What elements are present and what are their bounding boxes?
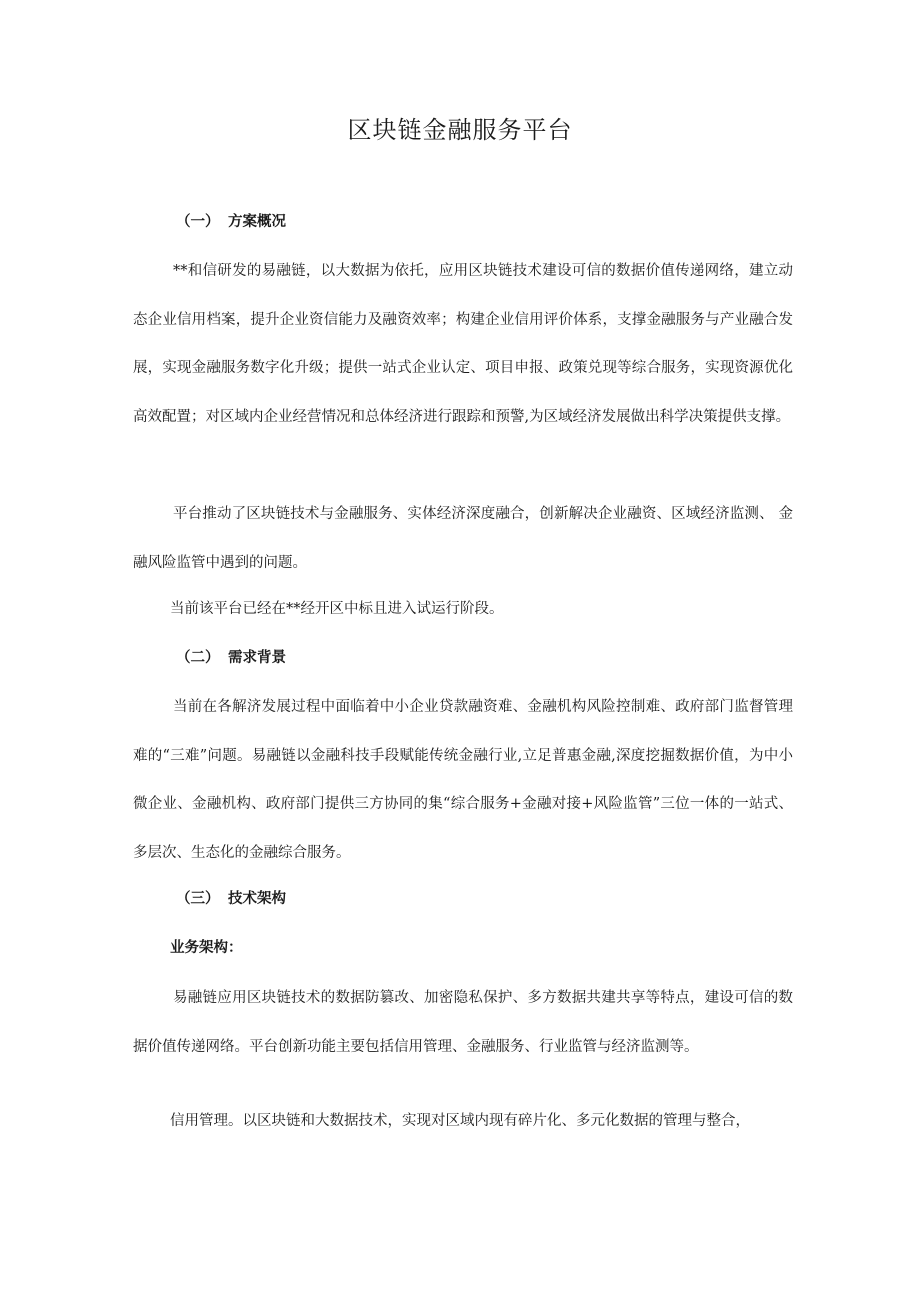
section-number: （三） — [176, 890, 220, 907]
section-number: （一） — [176, 213, 220, 230]
document-title: 区块链金融服务平台 — [347, 116, 573, 144]
subheading-business-architecture: 业务架构： — [170, 939, 243, 956]
section-heading-overview — [176, 211, 286, 233]
section-title: 技术架构 — [228, 890, 286, 907]
section-title: 方案概况 — [228, 213, 286, 230]
paragraph: 信用管理。以区块链和大数据技术，实现对区域内现有碎片化、多元化数据的管理与整合， — [170, 1113, 750, 1129]
paragraph: 平台推动了区块链技术与金融服务、实体经济深度融合，创新解决企业融资、区域经济监测、 金融风险监管中遇到的问题。 — [133, 506, 793, 571]
paragraph: 当前在各解济发展过程中面临着中小企业贷款融资难、金融机构风险控制难、政府部门监督管理难的“三难”问题。易融链以金融科技手段赋能传统金融行业,立足普惠金融,深度挖掘数据价值，为中小微企业、金融机构、政府部门提供三方协同的集“综合服务+金融对接+风险监管”三位一体的一站式、多层次、生态化的金融综合服务。 — [133, 699, 793, 861]
paragraph: 易融链应用区块链技术的数据防篡改、加密隐私保护、多方数据共建共享等特点，建设可信的数据价值传递网络。平台创新功能主要包括信用管理、金融服务、行业监管与经济监测等。 — [133, 990, 793, 1055]
section-heading-background — [176, 647, 286, 669]
section-heading-architecture — [176, 888, 286, 910]
section-number: （二） — [176, 649, 220, 666]
section-title: 需求背景 — [228, 649, 286, 666]
paragraph: 当前该平台已经在**经开区中标且进入试运行阶段。 — [170, 601, 504, 617]
paragraph: **和信研发的易融链，以大数据为依托，应用区块链技术建设可信的数据价值传递网络，建立动态企业信用档案，提升企业资信能力及融资效率；构建企业信用评价体系，支撑金融服务与产业融合发展，实现金融服务数字化升级；提供一站式企业认定、项目申报、政策兑现等综合服务，实现资源优化高效配置；对区域内企业经营情况和总体经济进行跟踪和预警,为区域经济发展做出科学决策提供支撑。 — [133, 263, 793, 425]
